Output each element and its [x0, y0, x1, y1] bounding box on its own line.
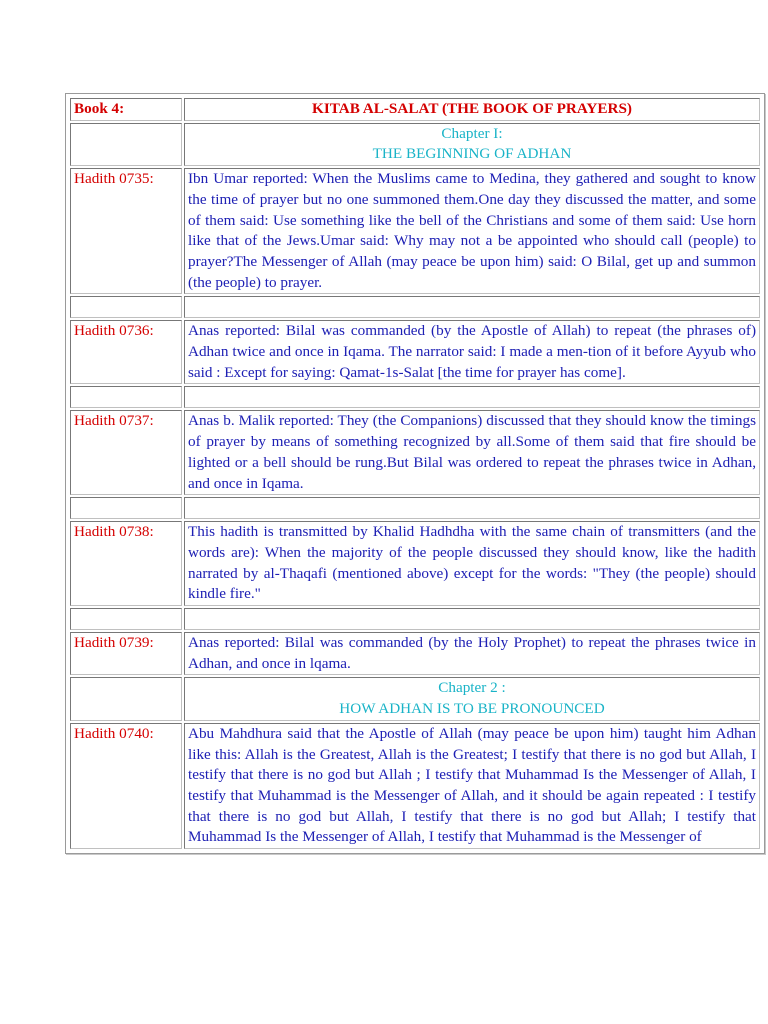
empty-cell	[70, 608, 182, 630]
empty-cell	[184, 386, 760, 408]
empty-cell	[184, 608, 760, 630]
book-frame	[65, 93, 765, 854]
hadith-text: Anas reported: Bilal was commanded (by the Holy Prophet) to repeat the phrases twice in Adhan, and once in lqama.	[184, 632, 760, 675]
hadith-row	[70, 168, 760, 294]
hadith-text: Anas reported: Bilal was commanded (by the Apostle of Allah) to repeat (the phrases of) Adhan twice and once in Iqama. The narrator said: I made a men-tion of it before Ayyub who said : Except for saying: Qamat-1s-Salat [the time for prayer has come].	[184, 320, 760, 384]
empty-cell	[70, 497, 182, 519]
spacer-row	[70, 608, 760, 630]
book-header-row	[70, 98, 760, 121]
hadith-text: Ibn Umar reported: When the Muslims came to Medina, they gathered and sought to know the time of prayer but no one summoned them.One day they discussed the matter, and some of them said: Use something like the bell of the Christians and some of them said: Use horn like that of the Jews.Umar said: Why may not a be appointed who should call (people) to prayer?The Messenger of Allah (may peace be upon him) said: O Bilal, get up and summon (the people) to prayer.	[184, 168, 760, 294]
empty-cell	[184, 497, 760, 519]
hadith-label: Hadith 0740:	[70, 723, 182, 849]
hadith-label: Hadith 0736:	[70, 320, 182, 384]
chapter-heading	[184, 123, 760, 166]
chapter-title: THE BEGINNING OF ADHAN	[372, 145, 572, 163]
hadith-row	[70, 632, 760, 675]
hadith-row	[70, 723, 760, 849]
hadith-label: Hadith 0737:	[70, 410, 182, 495]
empty-cell	[70, 386, 182, 408]
chapter-row	[70, 123, 760, 166]
empty-cell	[70, 296, 182, 318]
hadith-table	[68, 96, 762, 851]
chapter-row	[70, 677, 760, 720]
empty-cell	[70, 123, 182, 166]
hadith-label: Hadith 0735:	[70, 168, 182, 294]
empty-cell	[184, 296, 760, 318]
spacer-row	[70, 296, 760, 318]
hadith-row	[70, 320, 760, 384]
hadith-text: Anas b. Malik reported: They (the Companions) discussed that they should know the timings of prayer by means of something recognized by all.Some of them said that fire should be lighted or a bell should be rung.But Bilal was ordered to repeat the phrases twice in Adhan, and once in Iqama.	[184, 410, 760, 495]
book-label: Book 4:	[70, 98, 182, 121]
chapter-title: HOW ADHAN IS TO BE PRONOUNCED	[339, 700, 605, 718]
spacer-row	[70, 386, 760, 408]
hadith-label: Hadith 0739:	[70, 632, 182, 675]
hadith-row	[70, 521, 760, 606]
chapter-number: Chapter 2 :	[438, 679, 506, 697]
chapter-number: Chapter I:	[441, 124, 503, 142]
spacer-row	[70, 497, 760, 519]
chapter-heading	[184, 677, 760, 720]
hadith-row	[70, 410, 760, 495]
hadith-text: This hadith is transmitted by Khalid Hadhdha with the same chain of transmitters (and the words are): When the majority of the people discussed they should know, like the hadith narrated by al-Thaqafi (mentioned above) except for the words: "They (the people) should kindle fire."	[184, 521, 760, 606]
hadith-text: Abu Mahdhura said that the Apostle of Allah (may peace be upon him) taught him Adhan like this: Allah is the Greatest, Allah is the Greatest; I testify that there is no god but Allah, I testify that there is no god but Allah ; I testify that Muhammad Is the Messenger of Allah, I testify that Muhammad is the Messenger of Allah, and it should be again repeated : I testify that there is no god but Allah, I testify that there is no god but Allah; I testify that Muhammad Is the Messenger of Allah, I testify that Muhammad is the Messenger of	[184, 723, 760, 849]
hadith-label: Hadith 0738:	[70, 521, 182, 606]
book-title: KITAB AL-SALAT (THE BOOK OF PRAYERS)	[184, 98, 760, 121]
empty-cell	[70, 677, 182, 720]
